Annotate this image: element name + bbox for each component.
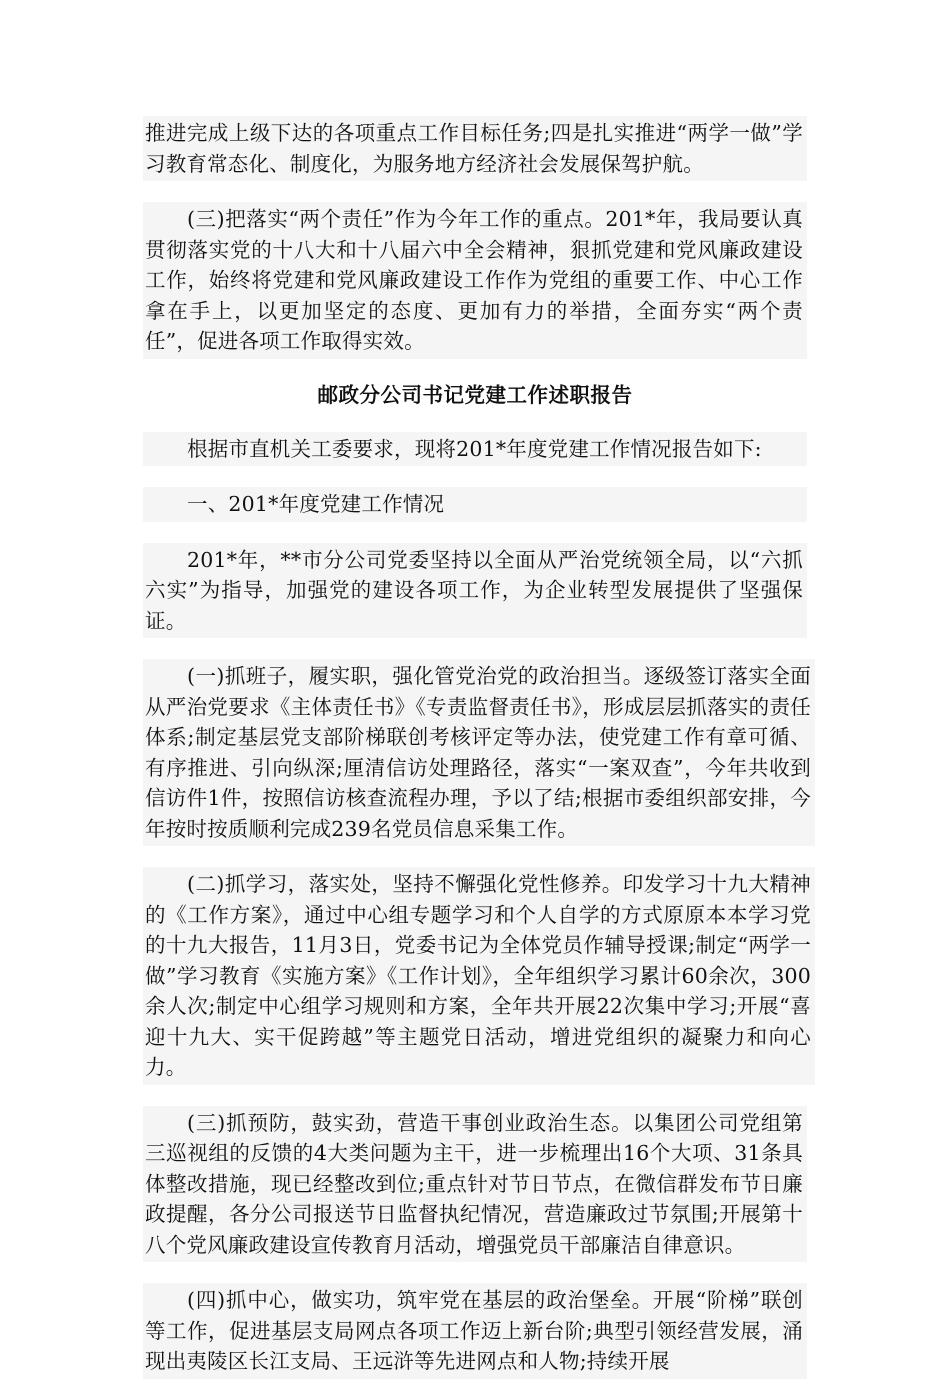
document-page [143, 116, 815, 1400]
paragraph-item-4: (四)抓中心，做实功，筑牢党在基层的政治堡垒。开展“阶梯”联创等工作，促进基层支局网点各项工作迈上新台阶;典型引领经营发展，涌现出夷陵区长江支局、王远浒等先进网点和人物;持续开展 [143, 1283, 807, 1379]
paragraph-item-1: (一)抓班子，履实职，强化管党治党的政治担当。逐级签订落实全面从严治党要求《主体责任书》《专责监督责任书》，形成层层抓落实的责任体系;制定基层党支部阶梯联创考核评定等办法，使党建工作有章可循、有序推进、引向纵深;厘清信访处理路径，落实“一案双查”，今年共收到信访件1件，按照信访核查流程办理，予以了结;根据市委组织部安排，今年按时按质顺利完成239名党员信息采集工作。 [143, 659, 815, 846]
paragraph-item-2: (二)抓学习，落实处，坚持不懈强化党性修养。印发学习十九大精神的《工作方案》，通过中心组专题学习和个人自学的方式原原本本学习党的十九大报告，11月3日，党委书记为全体党员作辅导授课;制定“两学一做”学习教育《实施方案》《工作计划》，全年组织学习累计60余次，300余人次;制定中心组学习规则和方案，全年共开展22次集中学习;开展“喜迎十九大、实干促跨越”等主题党日活动，增进党组织的凝聚力和向心力。 [143, 867, 815, 1085]
paragraph-overview: 201*年，**市分公司党委坚持以全面从严治党统领全局，以“六抓六实”为指导，加强党的建设各项工作，为企业转型发展提供了坚强保证。 [143, 543, 807, 639]
paragraph-item-3: (三)抓预防，鼓实劲，营造干事创业政治生态。以集团公司党组第三巡视组的反馈的4大类问题为主干，进一步梳理出16个大项、31条具体整改措施，现已经整改到位;重点针对节日节点，在微信群发布节日廉政提醒，各分公司报送节日监督执纪情况，营造廉政过节氛围;开展第十八个党风廉政建设宣传教育月活动，增强党员干部廉洁自律意识。 [143, 1106, 807, 1263]
document-title: 邮政分公司书记党建工作述职报告 [317, 382, 633, 407]
paragraph-intro: 根据市直机关工委要求，现将201*年度党建工作情况报告如下: [143, 432, 807, 467]
paragraph-continued: 推进完成上级下达的各项重点工作目标任务;四是扎实推进“两学一做”学习教育常态化、制度化，为服务地方经济社会发展保驾护航。 [143, 116, 807, 181]
section-heading-1: 一、201*年度党建工作情况 [143, 487, 807, 522]
paragraph-two-responsibilities: (三)把落实“两个责任”作为今年工作的重点。201*年，我局要认真贯彻落实党的十八大和十八届六中全会精神，狠抓党建和党风廉政建设工作，始终将党建和党风廉政建设工作作为党组的重要工作、中心工作拿在手上，以更加坚定的态度、更加有力的举措，全面夯实“两个责任”，促进各项工作取得实效。 [143, 202, 807, 359]
